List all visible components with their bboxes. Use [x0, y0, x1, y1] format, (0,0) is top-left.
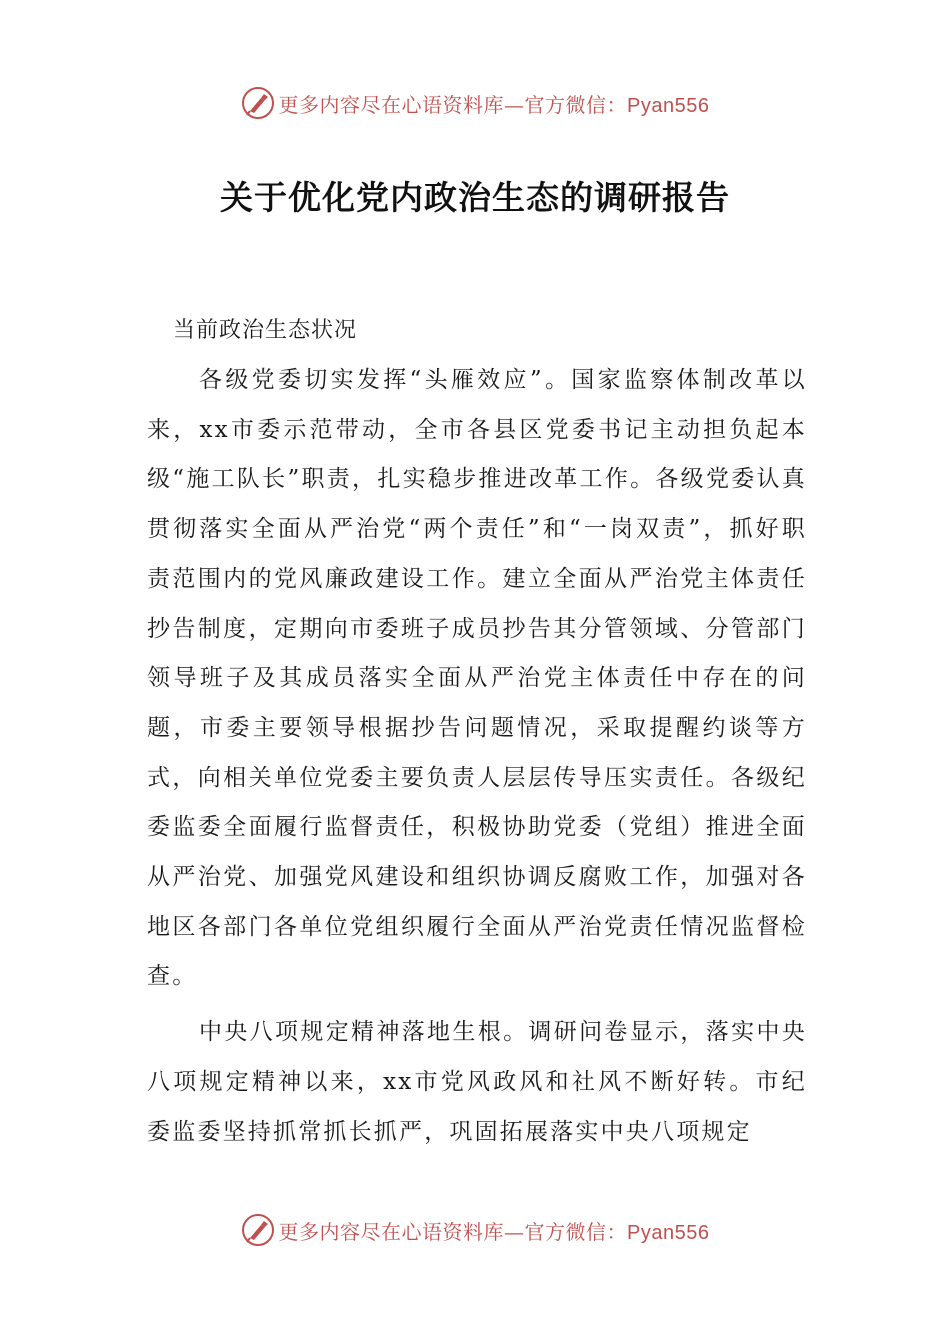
- paragraph-1: 各级党委切实发挥“头雁效应”。国家监察体制改革以来，xx市委示范带动，全市各县区党委书记主动担负起本级“施工队长”职责，扎实稳步推进改革工作。各级党委认真贯彻落实全面从严治党“两个责任”和“一岗双责”，抓好职责范围内的党风廉政建设工作。建立全面从严治党主体责任抄告制度，定期向市委班子成员抄告其分管领域、分管部门领导班子及其成员落实全面从严治党主体责任中存在的问题，市委主要领导根据抄告问题情况，采取提醒约谈等方式，向相关单位党委主要负责人层层传导压实责任。各级纪委监委全面履行监督责任，积极协助党委（党组）推进全面从严治党、加强党风建设和组织协调反腐败工作，加强对各地区各部门各单位党组织履行全面从严治党责任情况监督检查。: [147, 367, 807, 990]
- pen-nib-icon: [241, 1213, 275, 1247]
- watermark-text: 更多内容尽在心语资料库—官方微信：Pyan556: [278, 1219, 710, 1244]
- document-title: 关于优化党内政治生态的调研报告: [220, 178, 730, 217]
- section-heading: 当前政治生态状况: [173, 318, 358, 343]
- watermark-banner-bottom: [0, 1210, 950, 1250]
- watermark-text: 更多内容尽在心语资料库—官方微信：Pyan556: [278, 92, 710, 117]
- watermark-banner-top: [0, 83, 950, 123]
- paragraph-2: 中央八项规定精神落地生根。调研问卷显示，落实中央八项规定精神以来，xx市党风政风和社风不断好转。市纪委监委坚持抓常抓长抓严，巩固拓展落实中央八项规定: [147, 1019, 807, 1145]
- document-body: [147, 306, 807, 1157]
- pen-nib-icon: [241, 86, 275, 120]
